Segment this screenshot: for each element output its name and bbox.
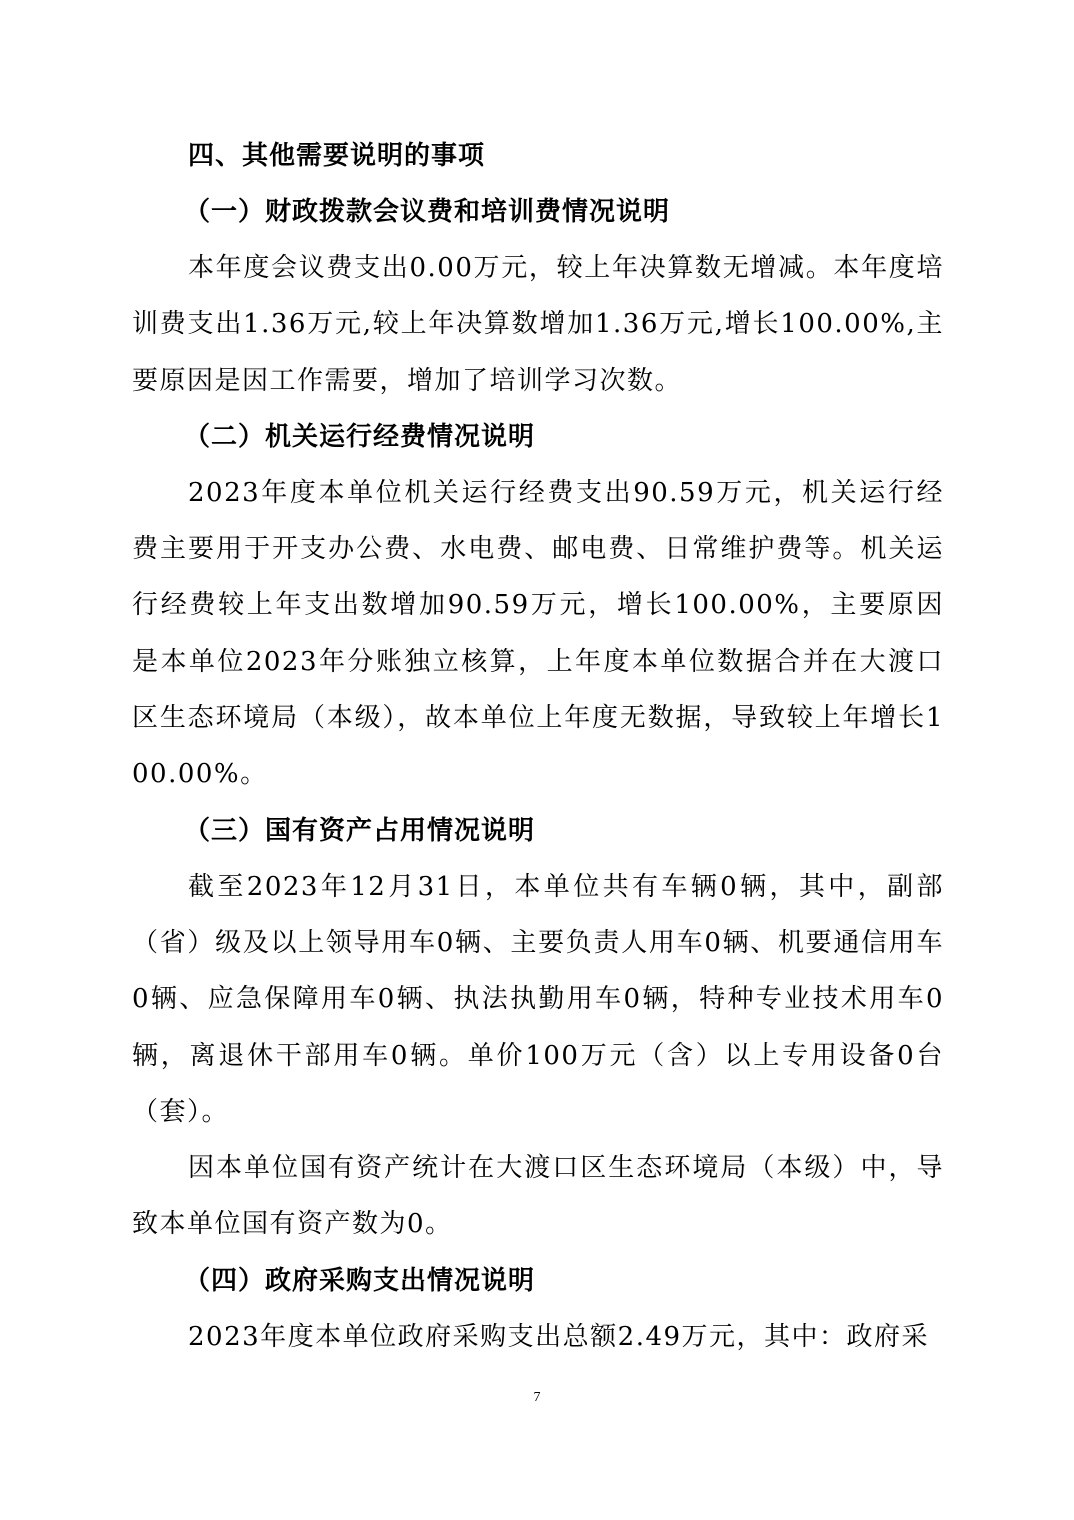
- paragraph-state-assets-statistics: 因本单位国有资产统计在大渡口区生态环境局（本级）中，导致本单位国有资产数为0。: [132, 1153, 944, 1240]
- paragraph-operating-expenses: 2023年度本单位机关运行经费支出90.59万元，机关运行经费主要用于开支办公费、水电费、邮电费、日常维护费等。机关运行经费较上年支出数增加90.59万元，增长100.00%，主要原因是本单位2023年分账独立核算，上年度本单位数据合并在大渡口区生态环境局（本级），故本单位上年度无数据，导致较上年增长100.00%。: [132, 477, 944, 790]
- subsection-heading-government-procurement: （四）政府采购支出情况说明: [184, 1265, 536, 1296]
- paragraph-government-procurement: 2023年度本单位政府采购支出总额2.49万元，其中：政府采: [188, 1321, 930, 1352]
- subsection-heading-meeting-training-fees: （一）财政拨款会议费和培训费情况说明: [184, 197, 671, 227]
- subsection-heading-state-assets: （三）国有资产占用情况说明: [184, 815, 536, 846]
- paragraph-state-assets-vehicles: 截至2023年12月31日，本单位共有车辆0辆，其中，副部（省）级及以上领导用车0辆、主要负责人用车0辆、机要通信用车0辆、应急保障用车0辆、执法执勤用车0辆，特种专业技术用车0辆，离退休干部用车0辆。单价100万元（含）以上专用设备0台（套）。: [132, 871, 944, 1127]
- subsection-heading-operating-expenses: （二）机关运行经费情况说明: [184, 421, 536, 452]
- paragraph-meeting-training-fees: 本年度会议费支出0.00万元，较上年决算数无增减。本年度培训费支出1.36万元,较上年决算数增加1.36万元,增长100.00%,主要原因是因工作需要，增加了培训学习次数。: [132, 253, 944, 396]
- document-body: [132, 128, 944, 1365]
- section-title: 四、其他需要说明的事项: [188, 141, 486, 171]
- page-number: 7: [533, 1390, 541, 1405]
